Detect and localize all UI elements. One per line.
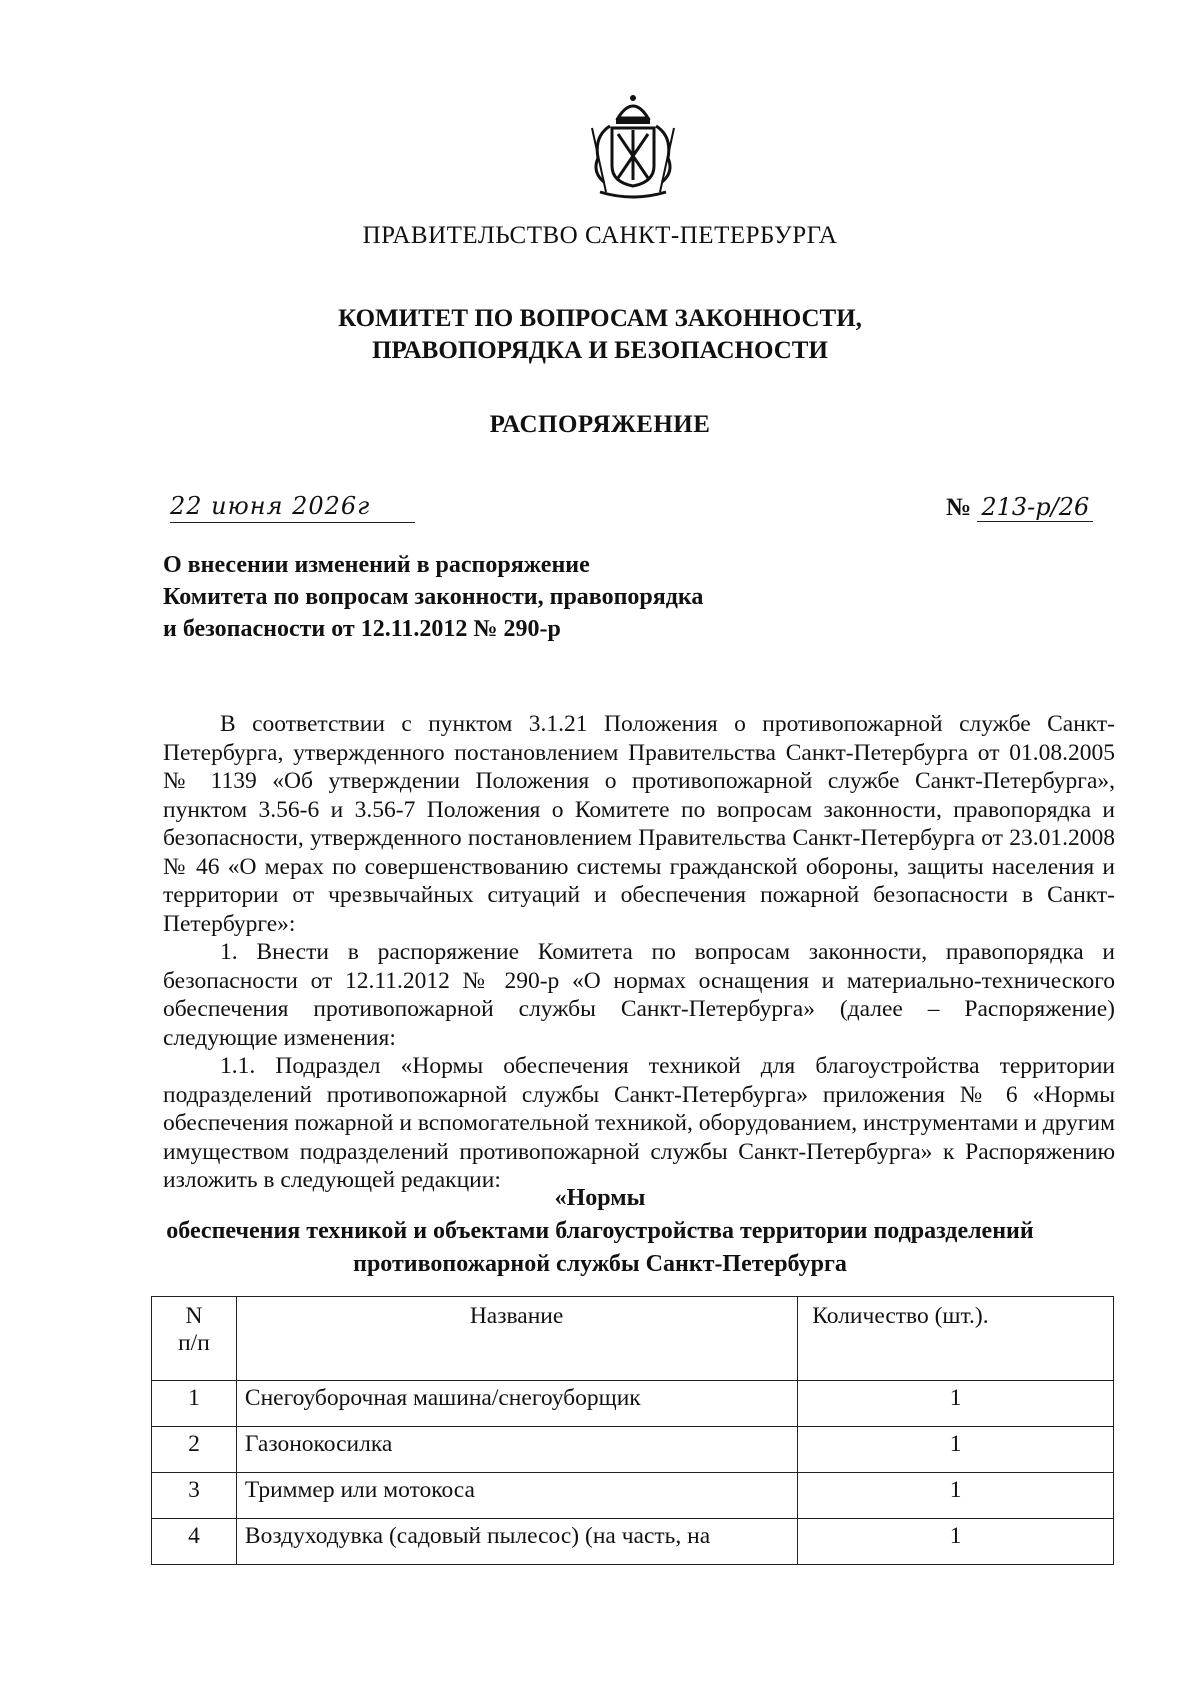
table-header-row	[152, 1297, 1114, 1381]
table-row	[152, 1473, 1114, 1519]
row-quantity: 1	[798, 1519, 1114, 1565]
row-quantity: 1	[798, 1473, 1114, 1519]
body-paragraph-1: В соответствии с пунктом 3.1.21 Положения о противопожарной службе Санкт-Петербурга, утвержденного постановлением Правительства Санкт-Петербурга от 01.08.2005 № 1139 «Об утверждении Положения о противопожарной службе Санкт-Петербурга», пунктом 3.56-6 и 3.56-7 Положения о Комитете по вопросам законности, правопорядка и безопасности, утвержденного постановлением Правительства Санкт-Петербурга от 23.01.2008 № 46 «О мерах по совершенствованию системы гражданской обороны, защиты населения и территории от чрезвычайных ситуаций и обеспечения пожарной безопасности в Санкт-Петербурге»:	[163, 711, 1115, 937]
body-paragraph-2: 1. Внести в распоряжение Комитета по вопросам законности, правопорядка и безопасности от 12.11.2012 № 290-р «О нормах оснащения и материально-технического обеспечения противопожарной службы Санкт-Петербурга» (далее – Распоряжение) следующие изменения:	[163, 939, 1115, 1051]
committee-line-2: ПРАВОПОРЯДКА И БЕЗОПАСНОСТИ	[372, 337, 828, 364]
row-number: 4	[152, 1519, 237, 1565]
norms-subtitle-2: противопожарной службы Санкт-Петербурга	[353, 1251, 847, 1277]
document-subject	[163, 549, 703, 645]
government-name: ПРАВИТЕЛЬСТВО САНКТ-ПЕТЕРБУРГА	[362, 222, 838, 249]
document-type: РАСПОРЯЖЕНИЕ	[489, 411, 711, 438]
row-number: 1	[152, 1381, 237, 1427]
norms-subtitle-1: обеспечения техникой и объектами благоустройства территории подразделений	[166, 1218, 1034, 1244]
date-underline	[170, 522, 415, 523]
table-row	[152, 1381, 1114, 1427]
document-date: 22 июня 2026г	[170, 492, 371, 520]
norms-title: «Нормы	[554, 1185, 646, 1211]
header-name: Название	[236, 1297, 797, 1381]
row-name: Триммер или мотокоса	[236, 1473, 797, 1519]
table-row	[152, 1427, 1114, 1473]
row-name: Воздуходувка (садовый пылесос) (на часть, на	[236, 1519, 797, 1565]
row-number: 2	[152, 1427, 237, 1473]
norms-table	[151, 1296, 1114, 1565]
row-name: Газонокосилка	[236, 1427, 797, 1473]
document-number	[946, 493, 1093, 522]
header-quantity: Количество (шт.).	[798, 1297, 1114, 1381]
document-body	[163, 710, 1115, 1195]
header-number-line-1: N	[185, 1303, 203, 1329]
number-label: №	[946, 494, 972, 521]
header-number-line-2: п/п	[178, 1330, 210, 1356]
committee-line-1: КОМИТЕТ ПО ВОПРОСАМ ЗАКОННОСТИ,	[338, 305, 862, 332]
number-value: 213-р/26	[977, 493, 1093, 522]
body-paragraph-3: 1.1. Подраздел «Нормы обеспечения техникой для благоустройства территории подразделений противопожарной службы Санкт-Петербурга» приложения № 6 «Нормы обеспечения пожарной и вспомогательной техникой, оборудованием, инструментами и другим имуществом подразделений противопожарной службы Санкт-Петербурга» к Распоряжению изложить в следующей редакции:	[163, 1053, 1115, 1193]
committee-name	[0, 303, 1200, 367]
subject-line-1: О внесении изменений в распоряжение	[163, 552, 590, 578]
row-name: Снегоуборочная машина/снегоуборщик	[236, 1381, 797, 1427]
table-row	[152, 1519, 1114, 1565]
norms-heading	[0, 1182, 1200, 1281]
row-quantity: 1	[798, 1381, 1114, 1427]
row-quantity: 1	[798, 1427, 1114, 1473]
subject-line-3: и безопасности от 12.11.2012 № 290-р	[163, 616, 561, 642]
row-number: 3	[152, 1473, 237, 1519]
coat-of-arms-icon	[582, 92, 684, 202]
header-number	[152, 1297, 237, 1381]
subject-line-2: Комитета по вопросам законности, правопорядка	[163, 584, 704, 610]
